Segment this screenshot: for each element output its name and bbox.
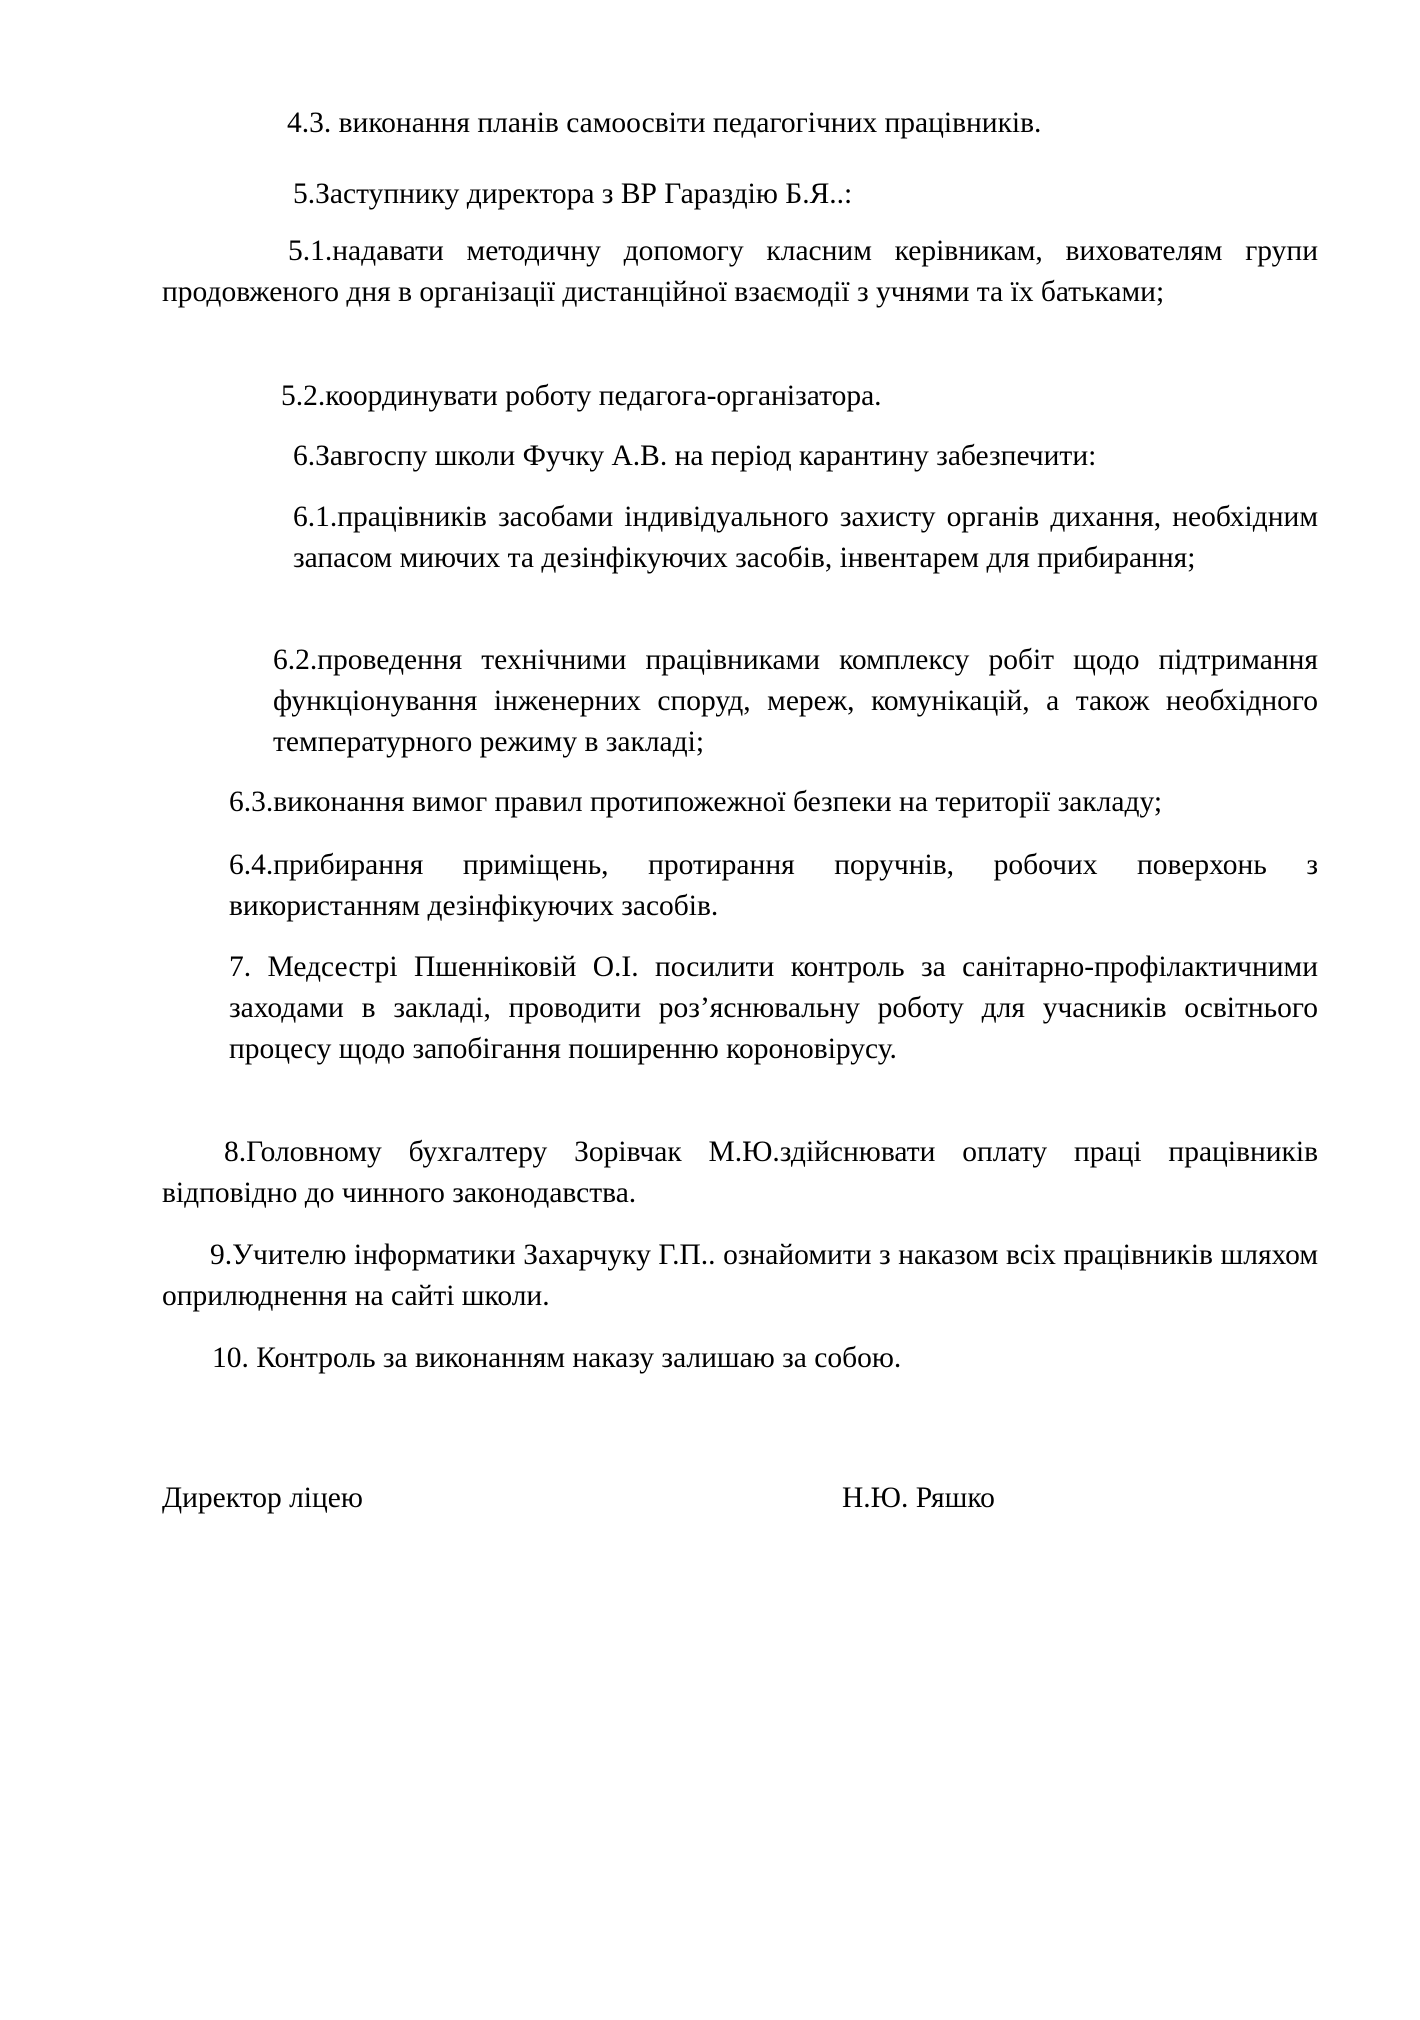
paragraph-6-1: 6.1.працівників засобами індивідуального захисту органів дихання, необхідним запасом миючих та дезінфікуючих засобів, інвентарем для прибирання; <box>293 501 1318 574</box>
paragraph-5-2: 5.2.координувати роботу педагога-організатора. <box>281 380 882 412</box>
paragraph-5: 5.Заступнику директора з ВР Гараздію Б.Я..: <box>293 178 853 210</box>
paragraph-10: 10. Контроль за виконанням наказу залишаю за собою. <box>212 1342 902 1374</box>
signature-name: Н.Ю. Ряшко <box>842 1482 995 1514</box>
paragraph-8: 8.Головному бухгалтеру Зорівчак М.Ю.здійснювати оплату праці працівників відповідно до чинного законодавства. <box>162 1136 1318 1209</box>
paragraph-4-3: 4.3. виконання планів самоосвіти педагогічних працівників. <box>287 107 1042 139</box>
paragraph-6-2: 6.2.проведення технічними працівниками комплексу робіт щодо підтримання функціонування інженерних споруд, мереж, комунікацій, а також необхідного температурного режиму в закладі; <box>273 644 1318 758</box>
paragraph-6-4: 6.4.прибирання приміщень, протирання поручнів, робочих поверхонь з використанням дезінфікуючих засобів. <box>229 849 1318 922</box>
paragraph-5-1: 5.1.надавати методичну допомогу класним керівникам, вихователям групи продовженого дня в організації дистанційної взаємодії з учнями та їх батьками; <box>162 235 1318 308</box>
paragraph-7: 7. Медсестрі Пшенніковій О.І. посилити контроль за санітарно-профілактичними заходами в закладі, проводити роз’яснювальну роботу для учасників освітнього процесу щодо запобігання поширенню короновірусу. <box>229 951 1318 1065</box>
paragraph-6: 6.Завгоспу школи Фучку А.В. на період карантину забезпечити: <box>293 440 1097 472</box>
signature-position: Директор ліцею <box>162 1482 363 1514</box>
paragraph-9: 9.Учителю інформатики Захарчуку Г.П.. ознайомити з наказом всіх працівників шляхом оприлюднення на сайті школи. <box>162 1239 1318 1312</box>
paragraph-6-3: 6.3.виконання вимог правил протипожежної безпеки на території закладу; <box>229 786 1163 818</box>
